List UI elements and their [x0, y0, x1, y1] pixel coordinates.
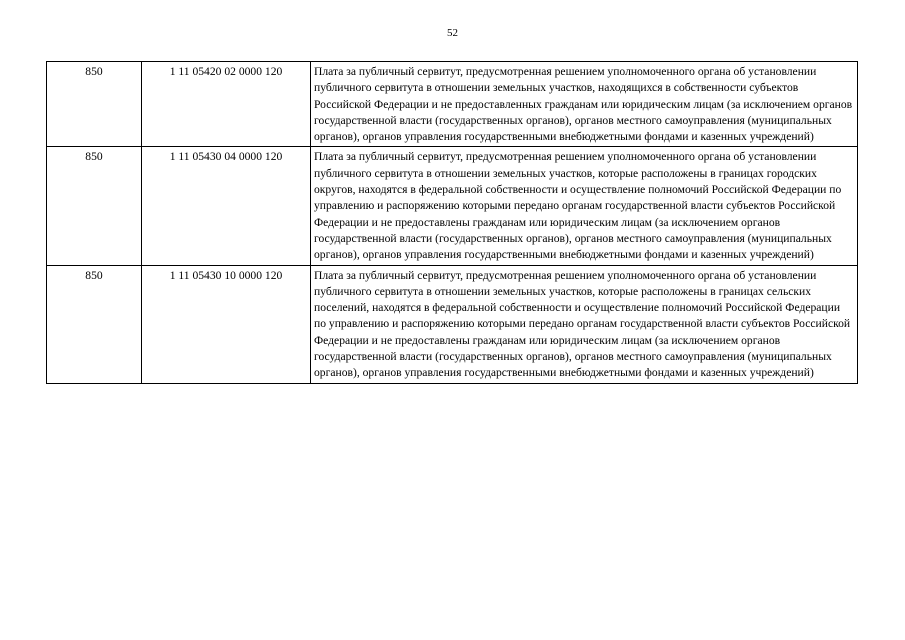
description-cell: Плата за публичный сервитут, предусмотренная решением уполномоченного органа об установлении публичного сервитута в отношении земельных участков, находящихся в собственности субъектов Российской Федерации и не предоставленных гражданам или юридическим лицам (за исключением органов государственной власти (государственных органов), органов местного самоуправления (муниципальных органов), органов управления государственными внебюджетными фондами и казенных учреждений) — [311, 62, 858, 147]
table-row — [47, 147, 858, 265]
admin-code-cell: 850 — [47, 147, 142, 265]
admin-code-cell: 850 — [47, 265, 142, 383]
table-row — [47, 62, 858, 147]
table-row — [47, 265, 858, 383]
description-cell: Плата за публичный сервитут, предусмотренная решением уполномоченного органа об установлении публичного сервитута в отношении земельных участков, которые расположены в границах городских округов, находятся в федеральной собственности и осуществление полномочий Российской Федерации по управлению и распоряжению которыми передано органам государственной власти субъектов Российской Федерации и не предоставлены гражданам или юридическим лицам (за исключением органов государственной власти (государственных органов), органов местного самоуправления (муниципальных органов), органов управления государственными внебюджетными фондами и казенных учреждений) — [311, 147, 858, 265]
budget-code-cell: 1 11 05430 10 0000 120 — [142, 265, 311, 383]
description-cell: Плата за публичный сервитут, предусмотренная решением уполномоченного органа об установлении публичного сервитута в отношении земельных участков, которые расположены в границах сельских поселений, находятся в федеральной собственности и осуществление полномочий Российской Федерации по управлению и распоряжению которыми передано органам государственной власти субъектов Российской Федерации и не предоставлены гражданам или юридическим лицам (за исключением органов государственной власти (государственных органов), органов местного самоуправления (муниципальных органов), органов управления государственными внебюджетными фондами и казенных учреждений) — [311, 265, 858, 383]
page-number: 52 — [447, 27, 458, 39]
budget-code-cell: 1 11 05420 02 0000 120 — [142, 62, 311, 147]
admin-code-cell: 850 — [47, 62, 142, 147]
budget-codes-table — [46, 61, 858, 384]
budget-code-cell: 1 11 05430 04 0000 120 — [142, 147, 311, 265]
